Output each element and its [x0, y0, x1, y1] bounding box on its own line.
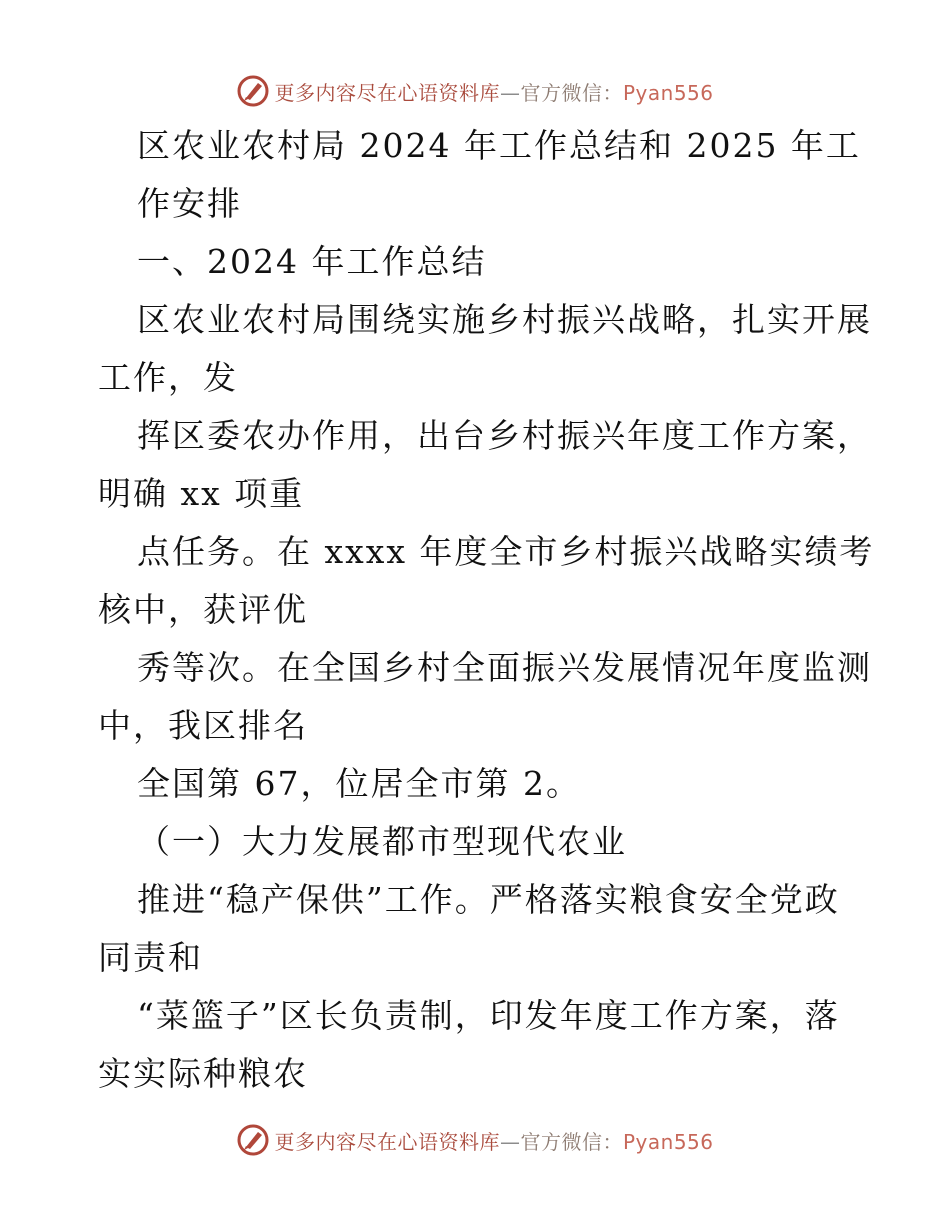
watermark-separator: —	[499, 1129, 521, 1154]
watermark-brand: 更多内容尽在心语资料库	[274, 80, 500, 105]
watermark-brand: 更多内容尽在心语资料库	[274, 1129, 500, 1154]
watermark-text	[274, 77, 713, 106]
watermark-wechat-id: Pyan556	[622, 80, 714, 105]
paragraph-line: 实实际种粮农	[98, 1054, 308, 1093]
watermark-separator: —	[499, 80, 521, 105]
watermark-text	[274, 1126, 713, 1155]
watermark-wechat-id: Pyan556	[622, 1129, 714, 1154]
paragraph-line: 区农业农村局围绕实施乡村振兴战略，扎实开展	[137, 300, 872, 339]
header-watermark-banner	[0, 71, 950, 111]
pen-seal-logo-icon	[236, 74, 270, 108]
watermark-wechat-label: 官方微信：	[520, 80, 623, 105]
paragraph-line: 核中，获评优	[98, 590, 308, 629]
paragraph-line: 工作，发	[98, 358, 238, 397]
paragraph-line: “菜篮子”区长负责制，印发年度工作方案，落	[137, 996, 840, 1035]
paragraph-line: 秀等次。在全国乡村全面振兴发展情况年度监测	[137, 648, 872, 687]
paragraph-line: 推进“稳产保供”工作。严格落实粮食安全党政	[137, 880, 840, 919]
document-title-line-1: 区农业农村局 2024 年工作总结和 2025 年工	[137, 126, 861, 165]
paragraph-line: 中，我区排名	[98, 706, 308, 745]
pen-seal-logo-icon	[236, 1123, 270, 1157]
document-title-line-2: 作安排	[137, 184, 242, 223]
paragraph-line: 点任务。在 xxxx 年度全市乡村振兴战略实绩考	[137, 532, 875, 571]
paragraph-line: 明确 xx 项重	[98, 474, 305, 513]
watermark-wechat-label: 官方微信：	[520, 1129, 623, 1154]
paragraph-line: 挥区委农办作用，出台乡村振兴年度工作方案，	[137, 416, 872, 455]
footer-watermark-banner	[0, 1120, 950, 1160]
paragraph-line: 全国第 67，位居全市第 2。	[137, 764, 581, 803]
section-heading: 一、2024 年工作总结	[137, 242, 487, 281]
subsection-heading: （一）大力发展都市型现代农业	[137, 822, 627, 861]
paragraph-line: 同责和	[98, 938, 203, 977]
